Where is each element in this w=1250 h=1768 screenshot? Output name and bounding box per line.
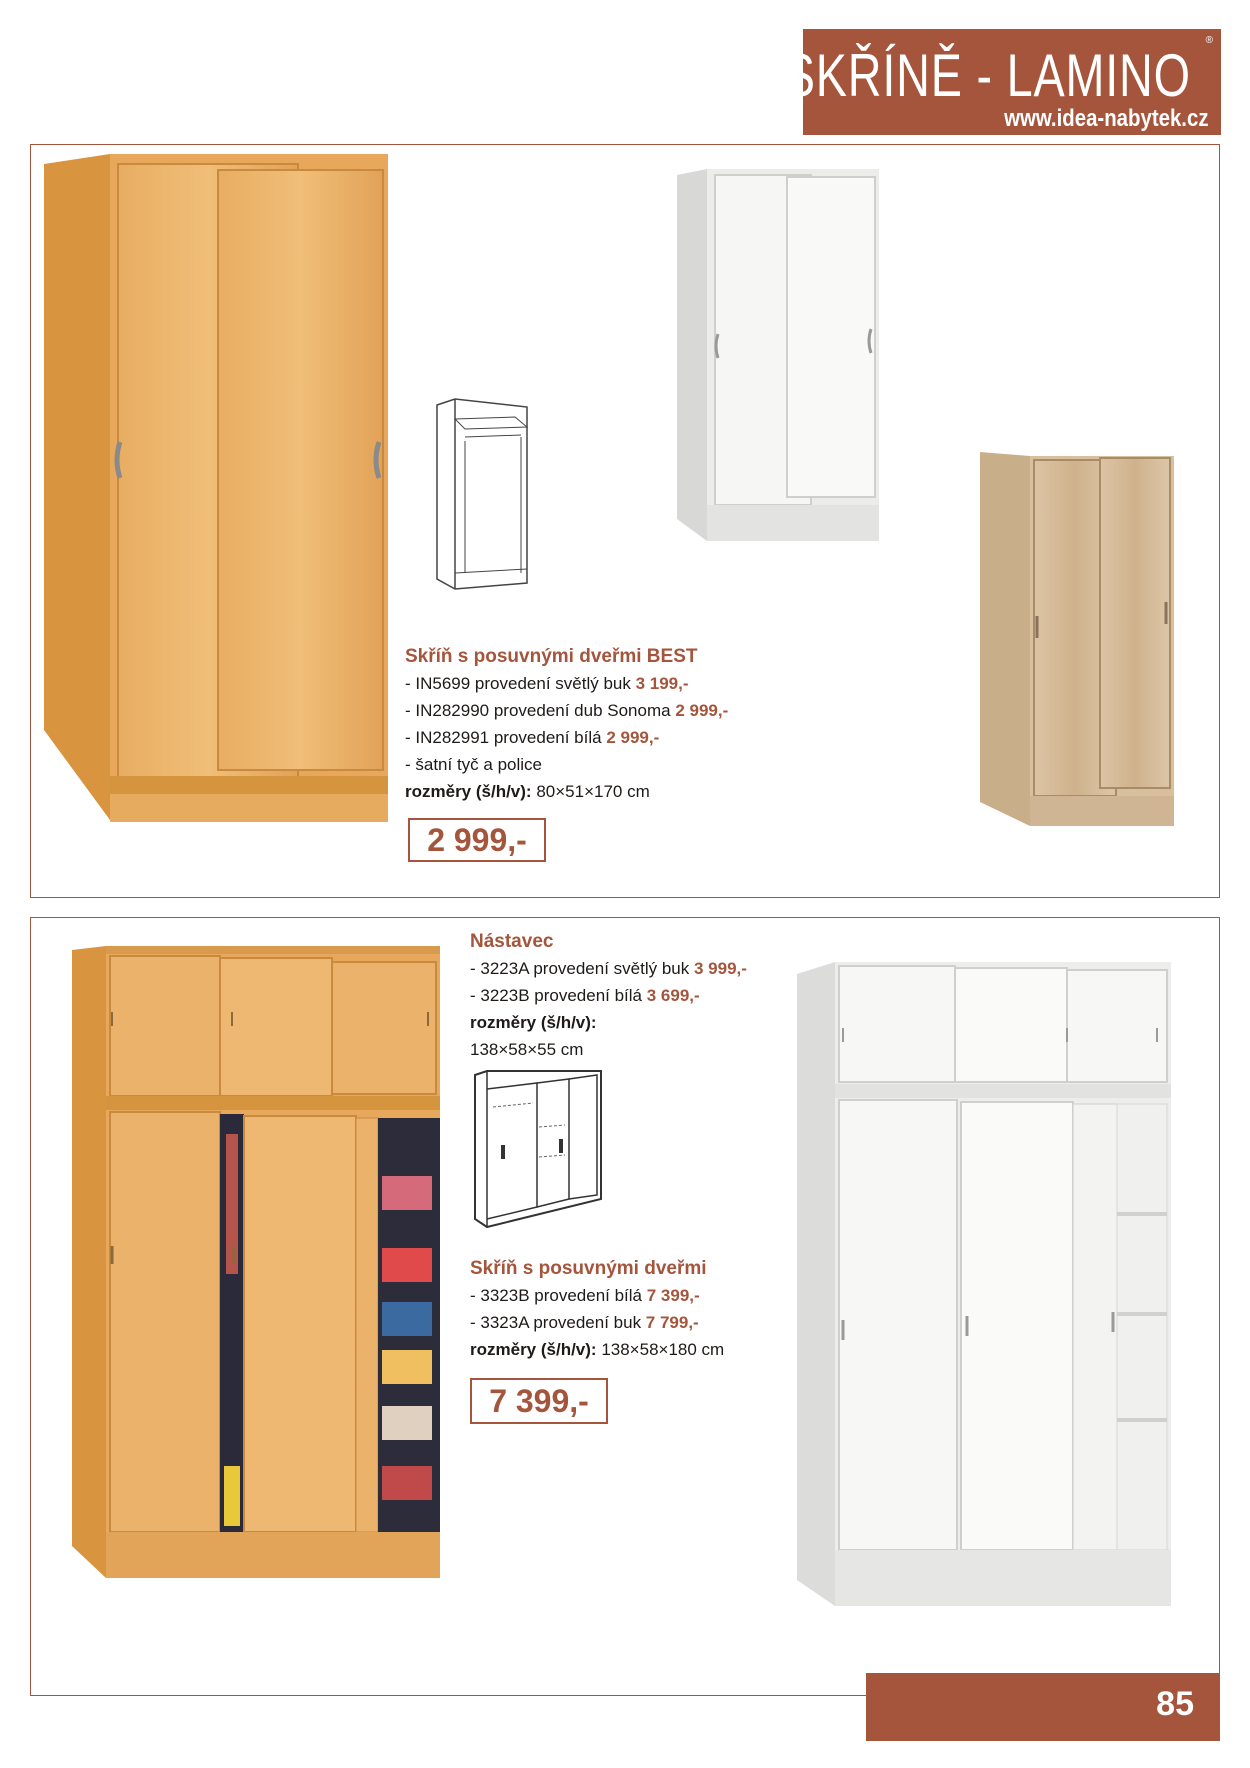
variant-line: - 3323B provedení bílá 7 399,- bbox=[470, 1286, 700, 1305]
price-badge-sliding: 7 399,- bbox=[470, 1378, 608, 1424]
page-title: SKŘÍNĚ - LAMINO bbox=[784, 42, 1191, 109]
feature-line: - šatní tyč a police bbox=[405, 755, 543, 774]
wardrobe-beech-with-addon-image bbox=[70, 946, 445, 1581]
variant-line: - IN282991 provedení bílá 2 999,- bbox=[405, 728, 660, 747]
product-title-best: Skříň s posuvnými dveřmi BEST bbox=[405, 646, 698, 667]
variant-line: - 3223B provedení bílá 3 699,- bbox=[470, 986, 700, 1005]
page-number: 85 bbox=[1156, 1685, 1194, 1723]
price-badge-best: 2 999,- bbox=[408, 818, 546, 862]
wardrobe-white-image bbox=[675, 169, 885, 544]
variant-line: - IN282990 provedení dub Sonoma 2 999,- bbox=[405, 701, 729, 720]
addon-line-drawing bbox=[473, 1069, 603, 1239]
registered-mark: ® bbox=[1205, 35, 1213, 46]
dimensions-value: 138×58×55 cm bbox=[470, 1040, 584, 1059]
wardrobe-sonoma-image bbox=[978, 452, 1178, 828]
website-url[interactable]: www.idea-nabytek.cz bbox=[1004, 105, 1209, 132]
dimensions-label: rozměry (š/h/v): bbox=[470, 1013, 597, 1032]
header-banner bbox=[784, 29, 1221, 135]
wardrobe-beech-image bbox=[40, 150, 400, 830]
product-title-sliding: Skříň s posuvnými dveřmi bbox=[470, 1258, 707, 1279]
product-info-best bbox=[405, 643, 728, 805]
wardrobe-interior-drawing bbox=[435, 397, 535, 593]
variant-line: - IN5699 provedení světlý buk 3 199,- bbox=[405, 674, 689, 693]
variant-line: - 3223A provedení světlý buk 3 999,- bbox=[470, 959, 747, 978]
dimensions-line: rozměry (š/h/v): 138×58×180 cm bbox=[470, 1340, 725, 1359]
product-title-addon: Nástavec bbox=[470, 931, 554, 952]
dimensions-line: rozměry (š/h/v): 80×51×170 cm bbox=[405, 782, 650, 801]
page-number-banner bbox=[866, 1673, 1220, 1741]
product-info-addon bbox=[470, 928, 747, 1063]
wardrobe-white-with-addon-image bbox=[795, 960, 1175, 1610]
product-info-sliding bbox=[470, 1255, 724, 1363]
variant-line: - 3323A provedení buk 7 799,- bbox=[470, 1313, 699, 1332]
